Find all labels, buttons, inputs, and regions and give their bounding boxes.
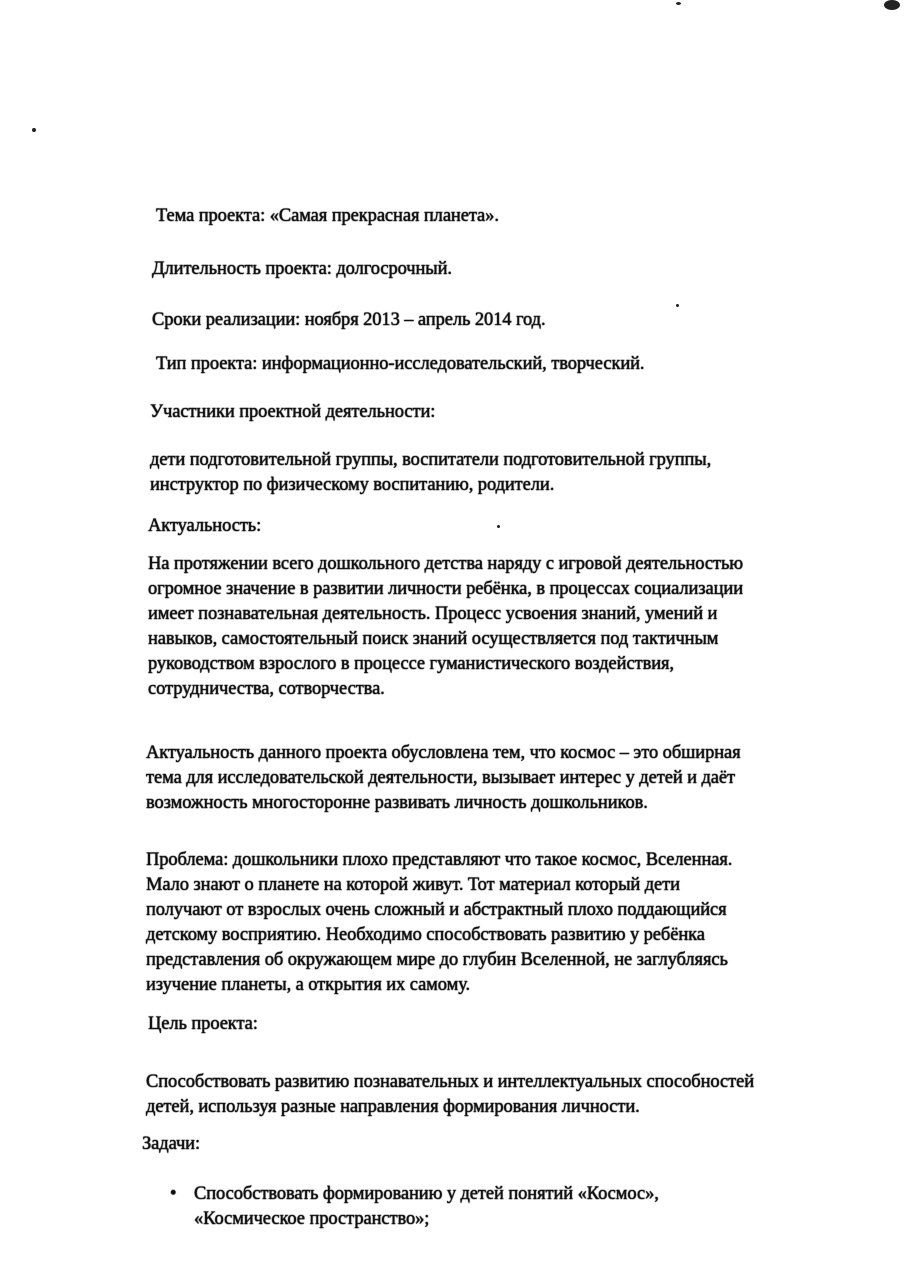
text-line: детскому восприятию. Необходимо способствовать развитию у ребёнка xyxy=(146,925,705,945)
problem-paragraph xyxy=(146,848,858,998)
text-line: представления об окружающем мире до глубин Вселенной, не заглубляясь xyxy=(146,950,728,970)
project-duration: Длительность проекта: долгосрочный. xyxy=(152,259,452,279)
text-line: Способствовать формированию у детей понятий «Космос», xyxy=(194,1184,659,1204)
text-line: Актуальность данного проекта обусловлена тем, что космос – это обширная xyxy=(146,743,741,763)
project-theme: Тема проекта: «Самая прекрасная планета». xyxy=(156,206,499,226)
project-type: Тип проекта: информационно-исследовательский, творческий. xyxy=(156,354,645,374)
text-line: огромное значение в развитии личности ребёнка, в процессах социализации xyxy=(148,579,743,599)
bullet-icon: • xyxy=(170,1184,177,1204)
relevance-paragraph xyxy=(148,552,860,702)
text-line: инструктор по физическому воспитанию, родители. xyxy=(150,475,555,495)
text-line: имеет познавательная деятельность. Процесс усвоения знаний, умений и xyxy=(148,604,718,624)
text-line: «Космическое пространство»; xyxy=(194,1209,430,1229)
relevance-heading: Актуальность: xyxy=(148,516,262,536)
goal-paragraph xyxy=(146,1070,858,1120)
text-line: Способствовать развитию познавательных и интеллектуальных способностей xyxy=(146,1072,754,1092)
scan-speck xyxy=(676,2,681,5)
text-line: детей, используя разные направления формирования личности. xyxy=(146,1097,640,1117)
project-period: Сроки реализации: ноября 2013 – апрель 2014 год. xyxy=(152,310,546,330)
text-line: изучение планеты, а открытия их самому. xyxy=(146,975,471,995)
text-line: получают от взрослых очень сложный и абстрактный плохо поддающийся xyxy=(146,900,727,920)
participants-heading: Участники проектной деятельности: xyxy=(150,402,436,422)
goal-heading: Цель проекта: xyxy=(148,1014,258,1034)
text-line: тема для исследовательской деятельности, вызывает интерес у детей и даёт xyxy=(146,768,736,788)
text-line: дети подготовительной группы, воспитатели подготовительной группы, xyxy=(150,450,712,470)
text-line: Проблема: дошкольники плохо представляют что такое космос, Вселенная. xyxy=(146,850,733,870)
tasks-list xyxy=(170,1182,850,1232)
text-line: На протяжении всего дошкольного детства наряду с игровой деятельностью xyxy=(148,554,744,574)
participants-paragraph xyxy=(150,448,862,498)
text-line: навыков, самостоятельный поиск знаний осуществляется под тактичным xyxy=(148,629,719,649)
relevance-paragraph-2 xyxy=(146,741,858,816)
scan-speck xyxy=(676,304,679,307)
tasks-heading: Задачи: xyxy=(142,1134,201,1154)
text-line: возможность многосторонне развивать личность дошкольников. xyxy=(146,793,648,813)
text-line: руководством взрослого в процессе гуманистического воздействия, xyxy=(148,654,674,674)
scan-speck xyxy=(497,525,500,528)
task-item xyxy=(170,1182,850,1232)
text-line: сотрудничества, сотворчества. xyxy=(148,679,385,699)
scan-speck xyxy=(884,0,900,10)
text-line: Мало знают о планете на которой живут. Тот материал который дети xyxy=(146,875,680,895)
scan-speck xyxy=(32,128,36,132)
